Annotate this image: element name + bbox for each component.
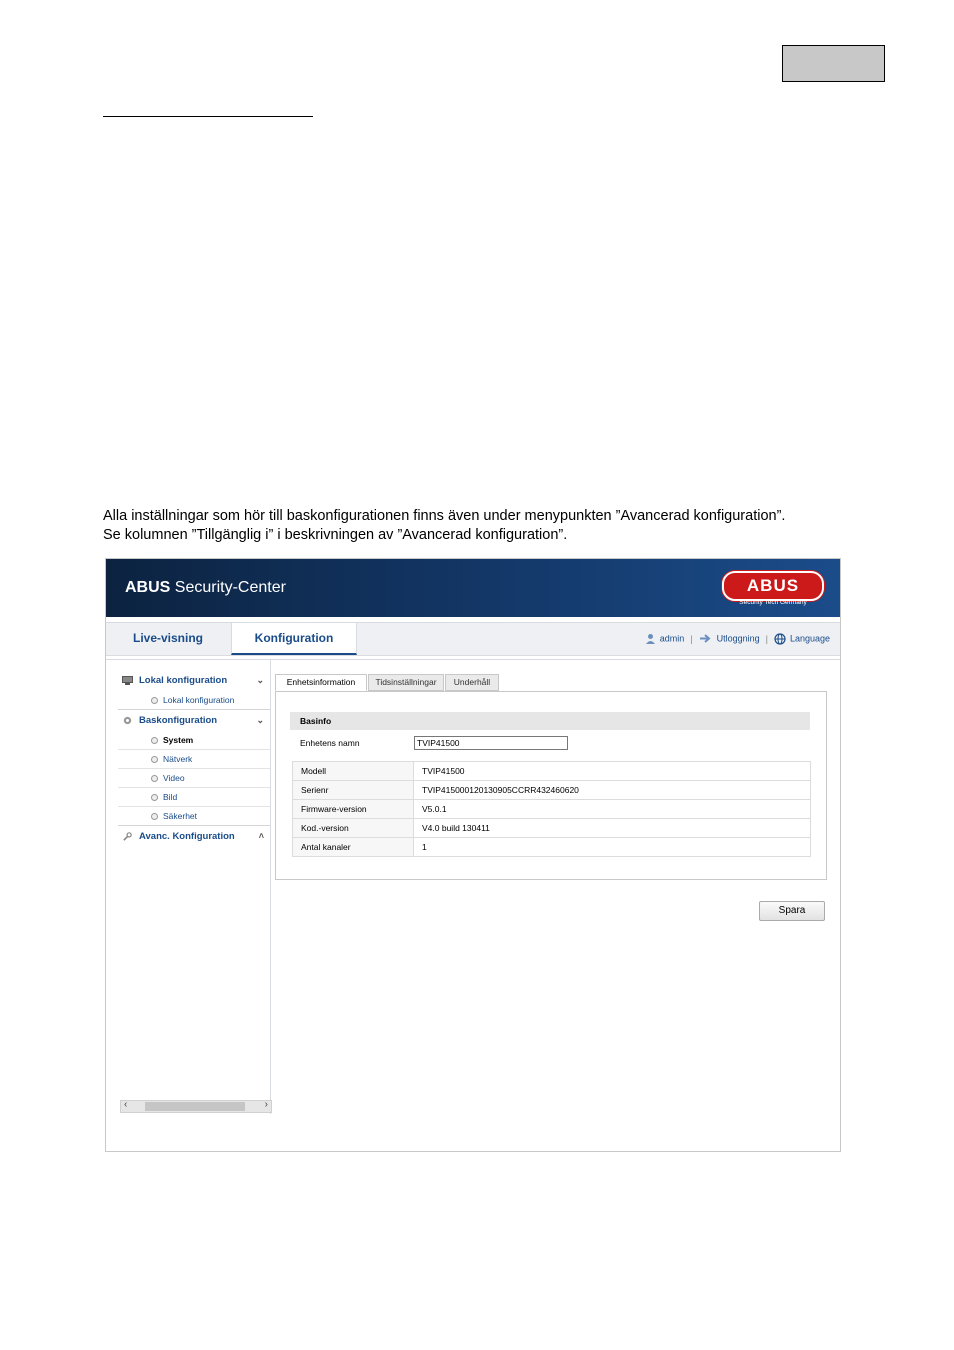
logout-link[interactable]: Utloggning [716,633,760,644]
logo-word: ABUS [746,576,800,595]
app-banner [106,559,840,617]
sidebar-item-network[interactable] [118,750,270,769]
device-info-panel [275,691,827,880]
row-value: V5.0.1 [414,800,811,819]
app-title-bold: ABUS [125,579,171,596]
subtab-bar [275,674,827,691]
globe-icon [774,633,786,645]
sidebar-item-label: Video [163,773,185,783]
web-ui-screenshot [105,558,841,1152]
main-area [106,659,840,1152]
user-area [645,623,830,653]
scroll-left-icon[interactable]: ‹ [124,1099,128,1110]
sidebar-item-local-config[interactable] [118,691,270,710]
row-value: V4.0 build 130411 [414,819,811,838]
chevron-down-icon: ⌄ [256,675,264,685]
app-title-rest: Security-Center [170,579,286,596]
main-nav [106,622,840,656]
row-value: TVIP41500 [414,762,811,781]
logo-tagline: Security Tech Germany [739,599,807,606]
bullet-icon [151,697,158,704]
tab-maintenance[interactable]: Underhåll [445,674,499,691]
sidebar-group-basic[interactable] [118,710,270,731]
table-row [293,838,811,857]
sidebar-item-label: Lokal konfiguration [163,695,235,705]
table-row [293,800,811,819]
scrollbar-thumb[interactable] [145,1102,245,1111]
sidebar-item-video[interactable] [118,769,270,788]
bullet-icon [151,737,158,744]
intro-paragraph [103,507,883,545]
save-button[interactable]: Spara [759,901,825,921]
row-value: TVIP415000120130905CCRR432460620 [414,781,811,800]
abus-logo [722,571,824,601]
device-name-label: Enhetens namn [300,738,360,748]
sidebar-item-label: Nätverk [163,754,193,764]
paragraph-line-1: Alla inställningar som hör till baskonfigurationen finns även under menypunkten ”Avancerad konfiguration”. [103,508,786,524]
tab-device-info[interactable]: Enhetsinformation [275,674,367,691]
user-link[interactable]: admin [659,633,685,644]
sidebar-group-advanced[interactable] [118,826,270,847]
tab-live-view[interactable]: Live-visning [132,631,203,645]
sidebar-item-security[interactable] [118,807,270,826]
sidebar-item-label: System [163,735,194,745]
device-info-table [292,761,811,857]
app-title [125,579,286,597]
bullet-icon [151,794,158,801]
sidebar-item-system[interactable] [118,731,270,750]
chevron-down-icon: ⌄ [256,715,264,725]
logout-icon [699,634,713,643]
table-row [293,819,811,838]
sidebar [118,670,270,847]
tab-time-settings[interactable]: Tidsinställningar [368,674,444,691]
separator: | [690,633,693,644]
bullet-icon [151,756,158,763]
sidebar-item-label: Säkerhet [163,811,198,821]
scroll-right-icon[interactable]: › [264,1099,268,1110]
row-key: Antal kanaler [293,838,414,857]
device-name-input[interactable]: TVIP41500 [414,736,568,750]
sidebar-item-label: Bild [163,792,178,802]
language-marker-box [782,45,885,82]
row-key: Serienr [293,781,414,800]
chevron-up-icon: ˄ [258,831,264,841]
sidebar-group-basic-label: Baskonfiguration [139,715,218,726]
sidebar-group-advanced-label: Avanc. Konfiguration [139,831,235,842]
computer-icon [122,676,133,685]
row-value: 1 [414,838,811,857]
row-key: Kod.-version [293,819,414,838]
bullet-icon [151,775,158,782]
sidebar-item-image[interactable] [118,788,270,807]
language-link[interactable]: Language [789,633,830,644]
section-title: Basinfo [290,712,810,730]
paragraph-line-2: Se kolumnen ”Tillgänglig i” i beskrivningen av ”Avancerad konfiguration”. [103,527,568,543]
bullet-icon [151,813,158,820]
sidebar-scrollbar[interactable] [120,1100,272,1113]
content-area [275,674,827,916]
sidebar-group-local-label: Lokal konfiguration [139,675,228,686]
separator: | [765,633,768,644]
heading-underline [103,116,313,117]
sidebar-group-local[interactable] [118,670,270,691]
wrench-icon [122,832,133,841]
user-icon [645,633,656,644]
row-key: Firmware-version [293,800,414,819]
gear-icon [122,716,133,725]
table-row [293,762,811,781]
row-key: Modell [293,762,414,781]
tab-configuration[interactable]: Konfiguration [231,623,357,655]
table-row [293,781,811,800]
sidebar-divider [270,660,271,1114]
